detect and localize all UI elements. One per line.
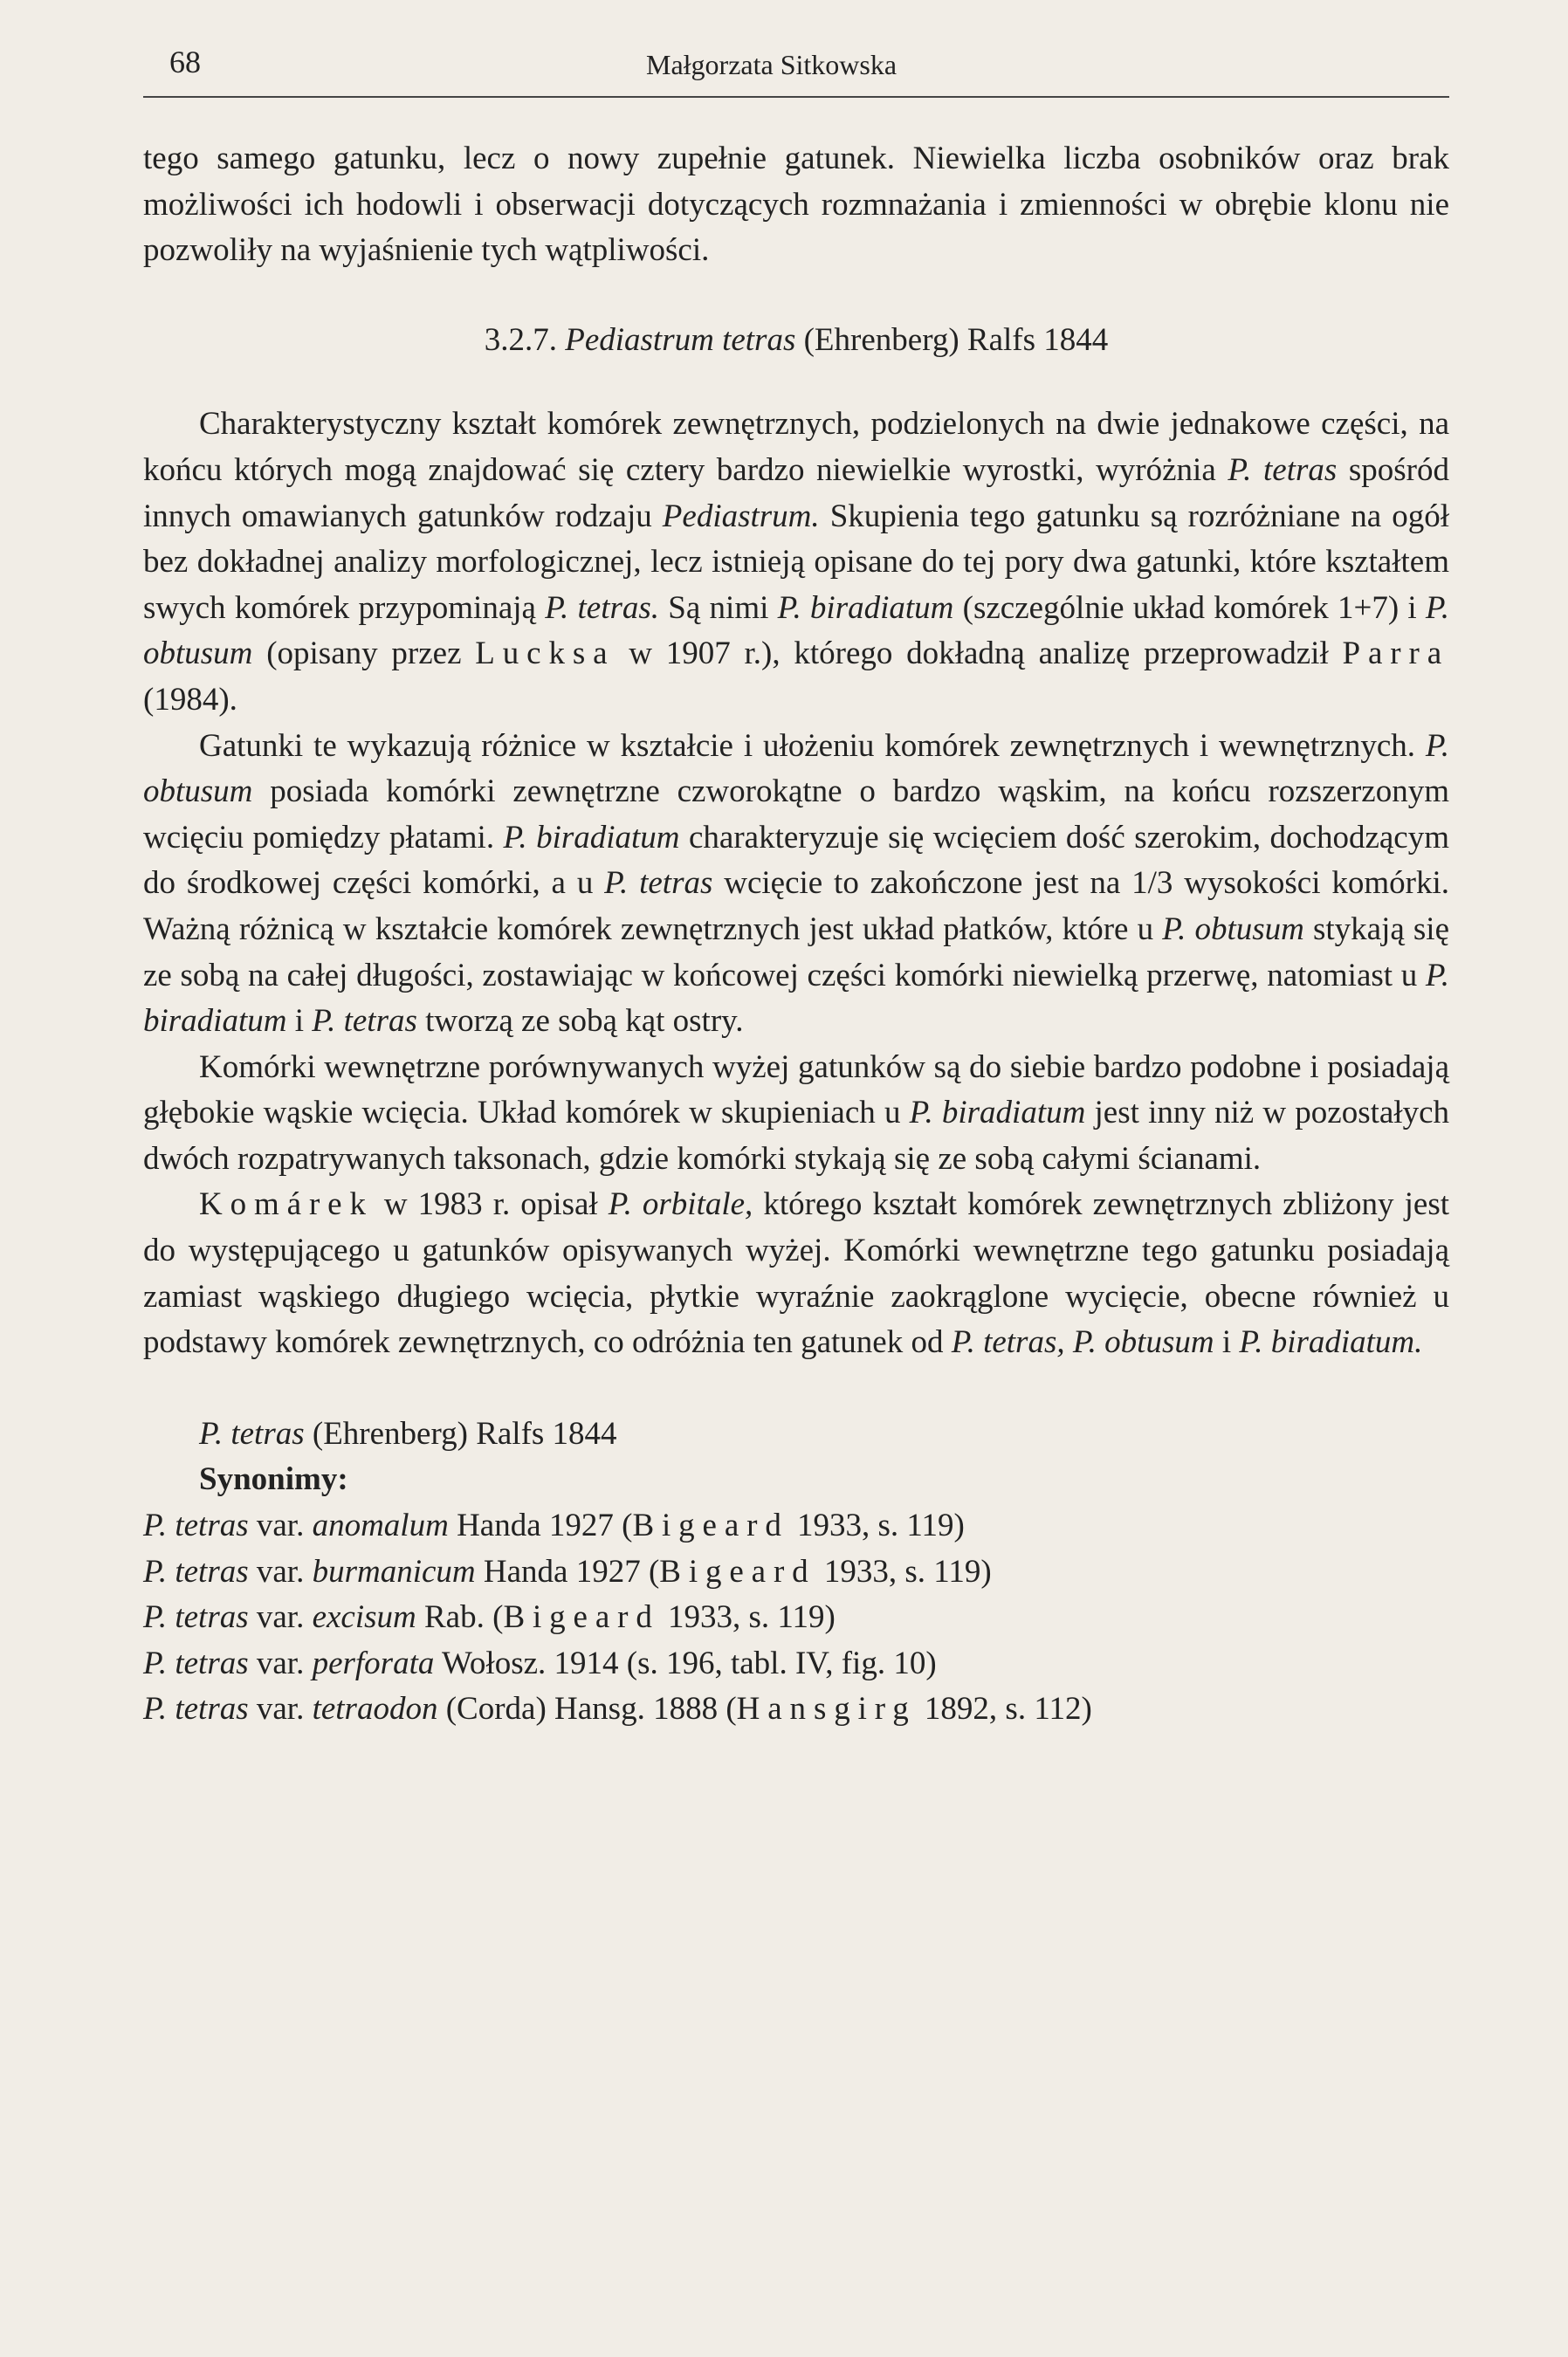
synonym-author: (Corda) Hansg. 1888 ( xyxy=(445,1691,737,1728)
synonym-epithet: burmanicum xyxy=(312,1553,476,1590)
author-name: Komárek xyxy=(199,1186,374,1223)
paragraph-1: tego samego gatunku, lecz o nowy zupełnie gatunek. Niewielka liczba osobników oraz brak możliwości ich hodowli i obserwacji dotyczących rozmnażania i zmienności w obrębie klonu nie pozwoliły na wyjaśnienie tych wątpliwości. xyxy=(143,141,1449,269)
text-run: Gatunki te wykazują różnice w kształcie i ułożeniu komórek zewnętrznych i wewnętrznych. xyxy=(199,727,1426,764)
synonym-epithet: perforata xyxy=(312,1645,435,1681)
section-number: 3.2.7. xyxy=(484,321,557,358)
section-heading xyxy=(143,318,1449,364)
synonym-rank: var. xyxy=(256,1508,305,1544)
italic-taxon: P. biradiatum xyxy=(777,589,954,626)
text-run: w 1983 r. opisał xyxy=(373,1186,609,1223)
text-run: Skupienia tego gatunku są rozróżniane na ogół bez dokładnej analizy morfologicznej, lecz istnieją opisane do tej pory dwa gatunki, które kształtem swych komórek przypominają xyxy=(143,498,1449,626)
synonym-genus: P. tetras xyxy=(143,1645,249,1681)
synonym-reference-detail: 1892, s. 112) xyxy=(916,1691,1092,1728)
species-authority: (Ehrenberg) Ralfs 1844 xyxy=(312,1415,617,1452)
text-run: jest inny niż w pozostałych dwóch rozpatrywanych taksonach, gdzie komórki stykają się ze sobą całymi ścianami. xyxy=(143,1095,1450,1177)
text-run: charakteryzuje się wcięciem dość szerokim, dochodzącym do środkowej części komórki, a u xyxy=(143,819,1449,902)
paragraph-5 xyxy=(143,1182,1449,1365)
synonym-reference-author: Bigeard xyxy=(503,1599,660,1636)
synonym-reference-detail: 1933, s. 119) xyxy=(815,1553,992,1590)
synonym-author: Rab. ( xyxy=(424,1599,504,1636)
italic-taxon: P. biradiatum xyxy=(143,957,1449,1040)
synonym-genus: P. tetras xyxy=(143,1553,249,1590)
synonym-list xyxy=(143,1503,1449,1733)
synonym-item xyxy=(143,1595,1449,1641)
italic-taxon: P. tetras. xyxy=(545,589,660,626)
synonym-rank: var. xyxy=(256,1599,305,1636)
author-name: Lucksa xyxy=(475,636,616,672)
italic-taxon: P. obtusum xyxy=(1162,911,1304,947)
text-run: w 1907 r.), którego dokładną analizę przeprowadził xyxy=(615,636,1343,672)
author-name: Parra xyxy=(1342,636,1449,672)
synonym-rank: var. xyxy=(256,1645,305,1681)
synonym-reference-author: Hansgirg xyxy=(736,1691,917,1728)
section-authority: (Ehrenberg) Ralfs 1844 xyxy=(803,321,1109,358)
species-name: P. tetras xyxy=(199,1415,305,1452)
synonym-author: Handa 1927 ( xyxy=(457,1508,633,1544)
italic-taxon: P. tetras xyxy=(312,1003,417,1040)
text-run: Komórki wewnętrzne porównywanych wyżej gatunków są do siebie bardzo podobne i posiadają głębokie wąskie wcięcia. Układ komórek w skupieniach u xyxy=(143,1048,1449,1131)
italic-taxon: P. biradiatum xyxy=(503,819,680,856)
synonym-item xyxy=(143,1641,1449,1687)
synonym-reference-author: Bigeard xyxy=(632,1508,789,1544)
synonym-item xyxy=(143,1503,1449,1550)
text-run: spośród innych omawianych gatunków rodzaju xyxy=(143,451,1449,534)
italic-taxon: P. obtusum xyxy=(143,727,1449,810)
text-run: (opisany przez xyxy=(252,636,476,672)
text-run: którego kształt komórek zewnętrznych zbliżony jest do występującego u gatunków opisywanych wyżej. Komórki wewnętrzne tego gatunku posiadają zamiast wąskiego długiego wcięcia, płytkie wyraźnie zaokrąglone wycięcie, obecne również u podstawy komórek zewnętrznych, co odróżnia ten gatunek od xyxy=(143,1186,1449,1361)
italic-taxon: P. biradiatum xyxy=(909,1095,1086,1131)
synonyms-title: Synonimy: xyxy=(199,1461,348,1498)
text-run: i xyxy=(1214,1324,1240,1361)
text-run: tworzą ze sobą kąt ostry. xyxy=(416,1003,744,1040)
synonym-genus: P. tetras xyxy=(143,1508,249,1544)
spacer xyxy=(143,1366,1449,1412)
text-run: (szczególnie układ komórek 1+7) i xyxy=(953,589,1426,626)
text-run: wcięcie to zakończone jest na 1/3 wysokości komórki. Ważną różnicą w kształcie komórek zewnętrznych jest układ płatków, które u xyxy=(143,865,1449,947)
synonym-genus: P. tetras xyxy=(143,1599,249,1636)
synonym-epithet: tetraodon xyxy=(312,1691,438,1728)
synonym-author: Wołosz. 1914 (s. 196, tabl. IV, fig. 10) xyxy=(441,1645,937,1681)
synonym-rank: var. xyxy=(256,1691,305,1728)
text-run: (1984). xyxy=(143,681,237,718)
synonym-author: Handa 1927 ( xyxy=(483,1553,660,1590)
synonym-item xyxy=(143,1550,1449,1596)
section-taxon: Pediastrum tetras xyxy=(565,321,796,358)
text-run: stykają się ze sobą na całej długości, zostawiając w końcowej części komórki niewielką przerwę, natomiast u xyxy=(143,911,1449,993)
paragraph-2 xyxy=(143,402,1449,723)
synonym-reference-detail: 1933, s. 119) xyxy=(659,1599,836,1636)
synonym-item xyxy=(143,1687,1449,1733)
page-header xyxy=(143,44,1449,98)
page-body xyxy=(143,136,1449,1733)
italic-taxon: Pediastrum. xyxy=(662,498,820,534)
text-run: i xyxy=(286,1003,313,1040)
page-number: 68 xyxy=(169,45,201,79)
italic-taxon: P. tetras, P. obtusum xyxy=(951,1324,1214,1361)
species-line xyxy=(143,1412,1449,1458)
text-run: Są nimi xyxy=(659,589,778,626)
paragraph-4 xyxy=(143,1045,1449,1183)
paragraph-3 xyxy=(143,724,1449,1045)
synonym-epithet: anomalum xyxy=(312,1508,449,1544)
text-run: posiada komórki zewnętrzne czworokątne o bardzo wąskim, na końcu rozszerzonym wcięciu pomiędzy płatami. xyxy=(143,773,1449,856)
synonym-genus: P. tetras xyxy=(143,1691,249,1728)
synonym-reference-detail: 1933, s. 119) xyxy=(788,1508,965,1544)
synonym-rank: var. xyxy=(256,1553,305,1590)
italic-taxon: P. biradiatum. xyxy=(1239,1324,1423,1361)
running-head: Małgorzata Sitkowska xyxy=(646,49,897,80)
italic-taxon: P. orbitale, xyxy=(608,1186,753,1223)
italic-taxon: P. obtusum xyxy=(143,589,1449,672)
italic-taxon: P. tetras xyxy=(1228,451,1338,488)
synonym-reference-author: Bigeard xyxy=(659,1553,816,1590)
synonym-epithet: excisum xyxy=(312,1599,416,1636)
text-run: Charakterystyczny kształt komórek zewnętrznych, podzielonych na dwie jednakowe części, na końcu których mogą znajdować się cztery bardzo niewielkie wyrostki, wyróżnia xyxy=(143,406,1449,488)
italic-taxon: P. tetras xyxy=(604,865,713,902)
